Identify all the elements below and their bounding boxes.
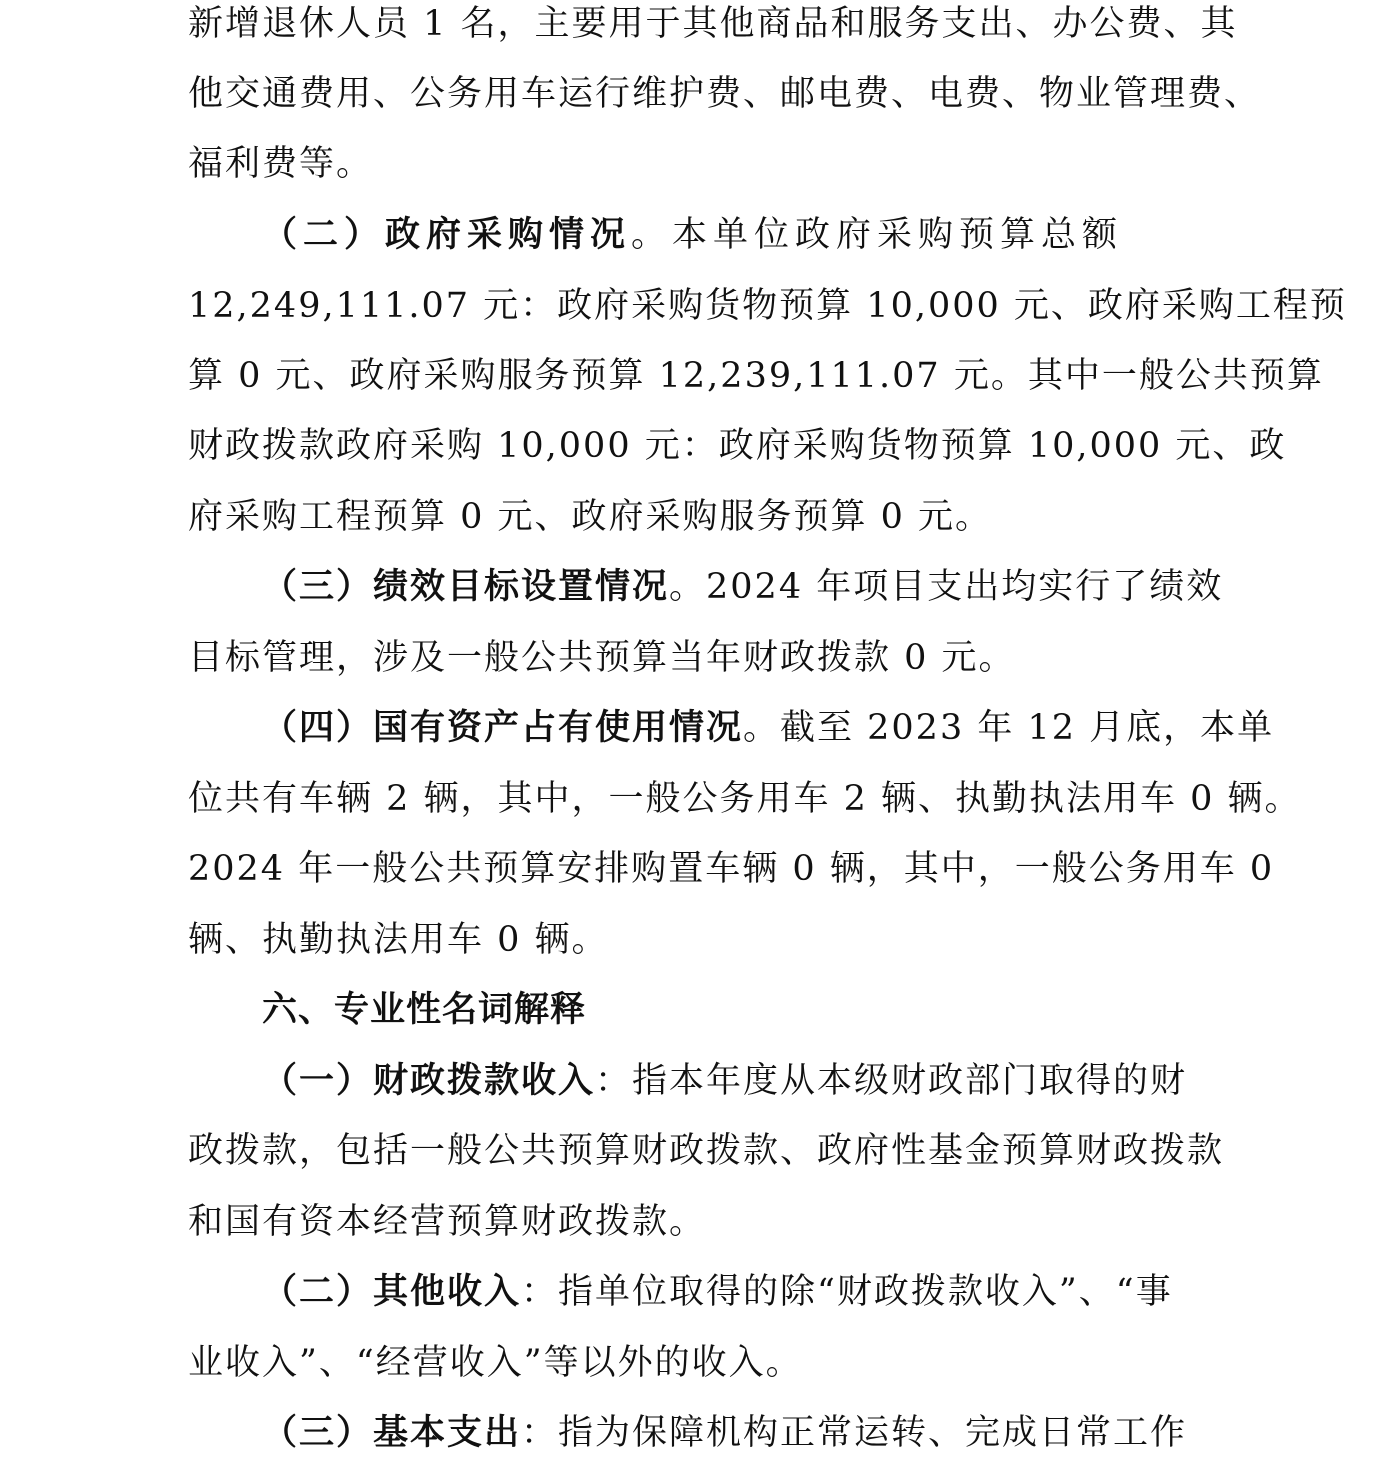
- paragraph-line: 业收入”、“经营收入”等以外的收入。: [188, 1343, 803, 1383]
- term-basic-expense-text: ：指为保障机构正常运转、完成日常工作: [521, 1413, 1188, 1453]
- paragraph-line: 府采购工程预算 0 元、政府采购服务预算 0 元。: [188, 497, 993, 537]
- paragraph-line: 12,249,111.07 元：政府采购货物预算 10,000 元、政府采购工程预: [188, 286, 1347, 326]
- section-heading: 六、专业性名词解释: [262, 990, 587, 1030]
- term-basic-expense-first-line: [262, 1411, 1228, 1455]
- procurement-first-line: [262, 213, 1228, 257]
- performance-text: 。2024 年项目支出均实行了绩效: [669, 567, 1224, 607]
- paragraph-line: 他交通费用、公务用车运行维护费、邮电费、电费、物业管理费、: [188, 74, 1262, 114]
- paragraph-line: 财政拨款政府采购 10,000 元：政府采购货物预算 10,000 元、政: [188, 426, 1287, 466]
- performance-label: （三）绩效目标设置情况: [262, 566, 670, 607]
- paragraph-line: 和国有资本经营预算财政拨款。: [188, 1202, 707, 1242]
- assets-first-line: [262, 706, 1275, 750]
- procurement-text: 。本单位政府采购预算总额: [631, 215, 1124, 255]
- term-other-income-label: （二）其他收入: [262, 1271, 522, 1312]
- performance-first-line: [262, 565, 1228, 609]
- paragraph-line: 福利费等。: [188, 144, 374, 184]
- term-fiscal-label: （一）财政拨款收入: [262, 1060, 596, 1101]
- term-basic-expense-label: （三）基本支出: [262, 1412, 522, 1453]
- paragraph-line: 位共有车辆 2 辆，其中，一般公务用车 2 辆、执勤执法用车 0 辆。: [188, 779, 1302, 819]
- paragraph-line: 算 0 元、政府采购服务预算 12,239,111.07 元。其中一般公共预算: [188, 356, 1324, 396]
- paragraph-line: 新增退休人员 1 名，主要用于其他商品和服务支出、办公费、其: [188, 4, 1238, 44]
- term-other-income-first-line: [262, 1270, 1228, 1314]
- paragraph-line: 辆、执勤执法用车 0 辆。: [188, 920, 609, 960]
- term-fiscal-first-line: [262, 1059, 1228, 1103]
- paragraph-line: 2024 年一般公共预算安排购置车辆 0 辆，其中，一般公务用车 0: [188, 849, 1275, 889]
- assets-text: 。截至 2023 年 12 月底，本单: [743, 708, 1275, 748]
- paragraph-line: 政拨款，包括一般公共预算财政拨款、政府性基金预算财政拨款: [188, 1131, 1225, 1171]
- term-fiscal-text: ：指本年度从本级财政部门取得的财: [595, 1061, 1188, 1101]
- term-other-income-text: ：指单位取得的除“财政拨款收入”、“事: [521, 1272, 1173, 1312]
- paragraph-line: 目标管理，涉及一般公共预算当年财政拨款 0 元。: [188, 638, 1016, 678]
- assets-label: （四）国有资产占有使用情况: [262, 707, 744, 748]
- procurement-label: （二）政府采购情况: [262, 214, 632, 255]
